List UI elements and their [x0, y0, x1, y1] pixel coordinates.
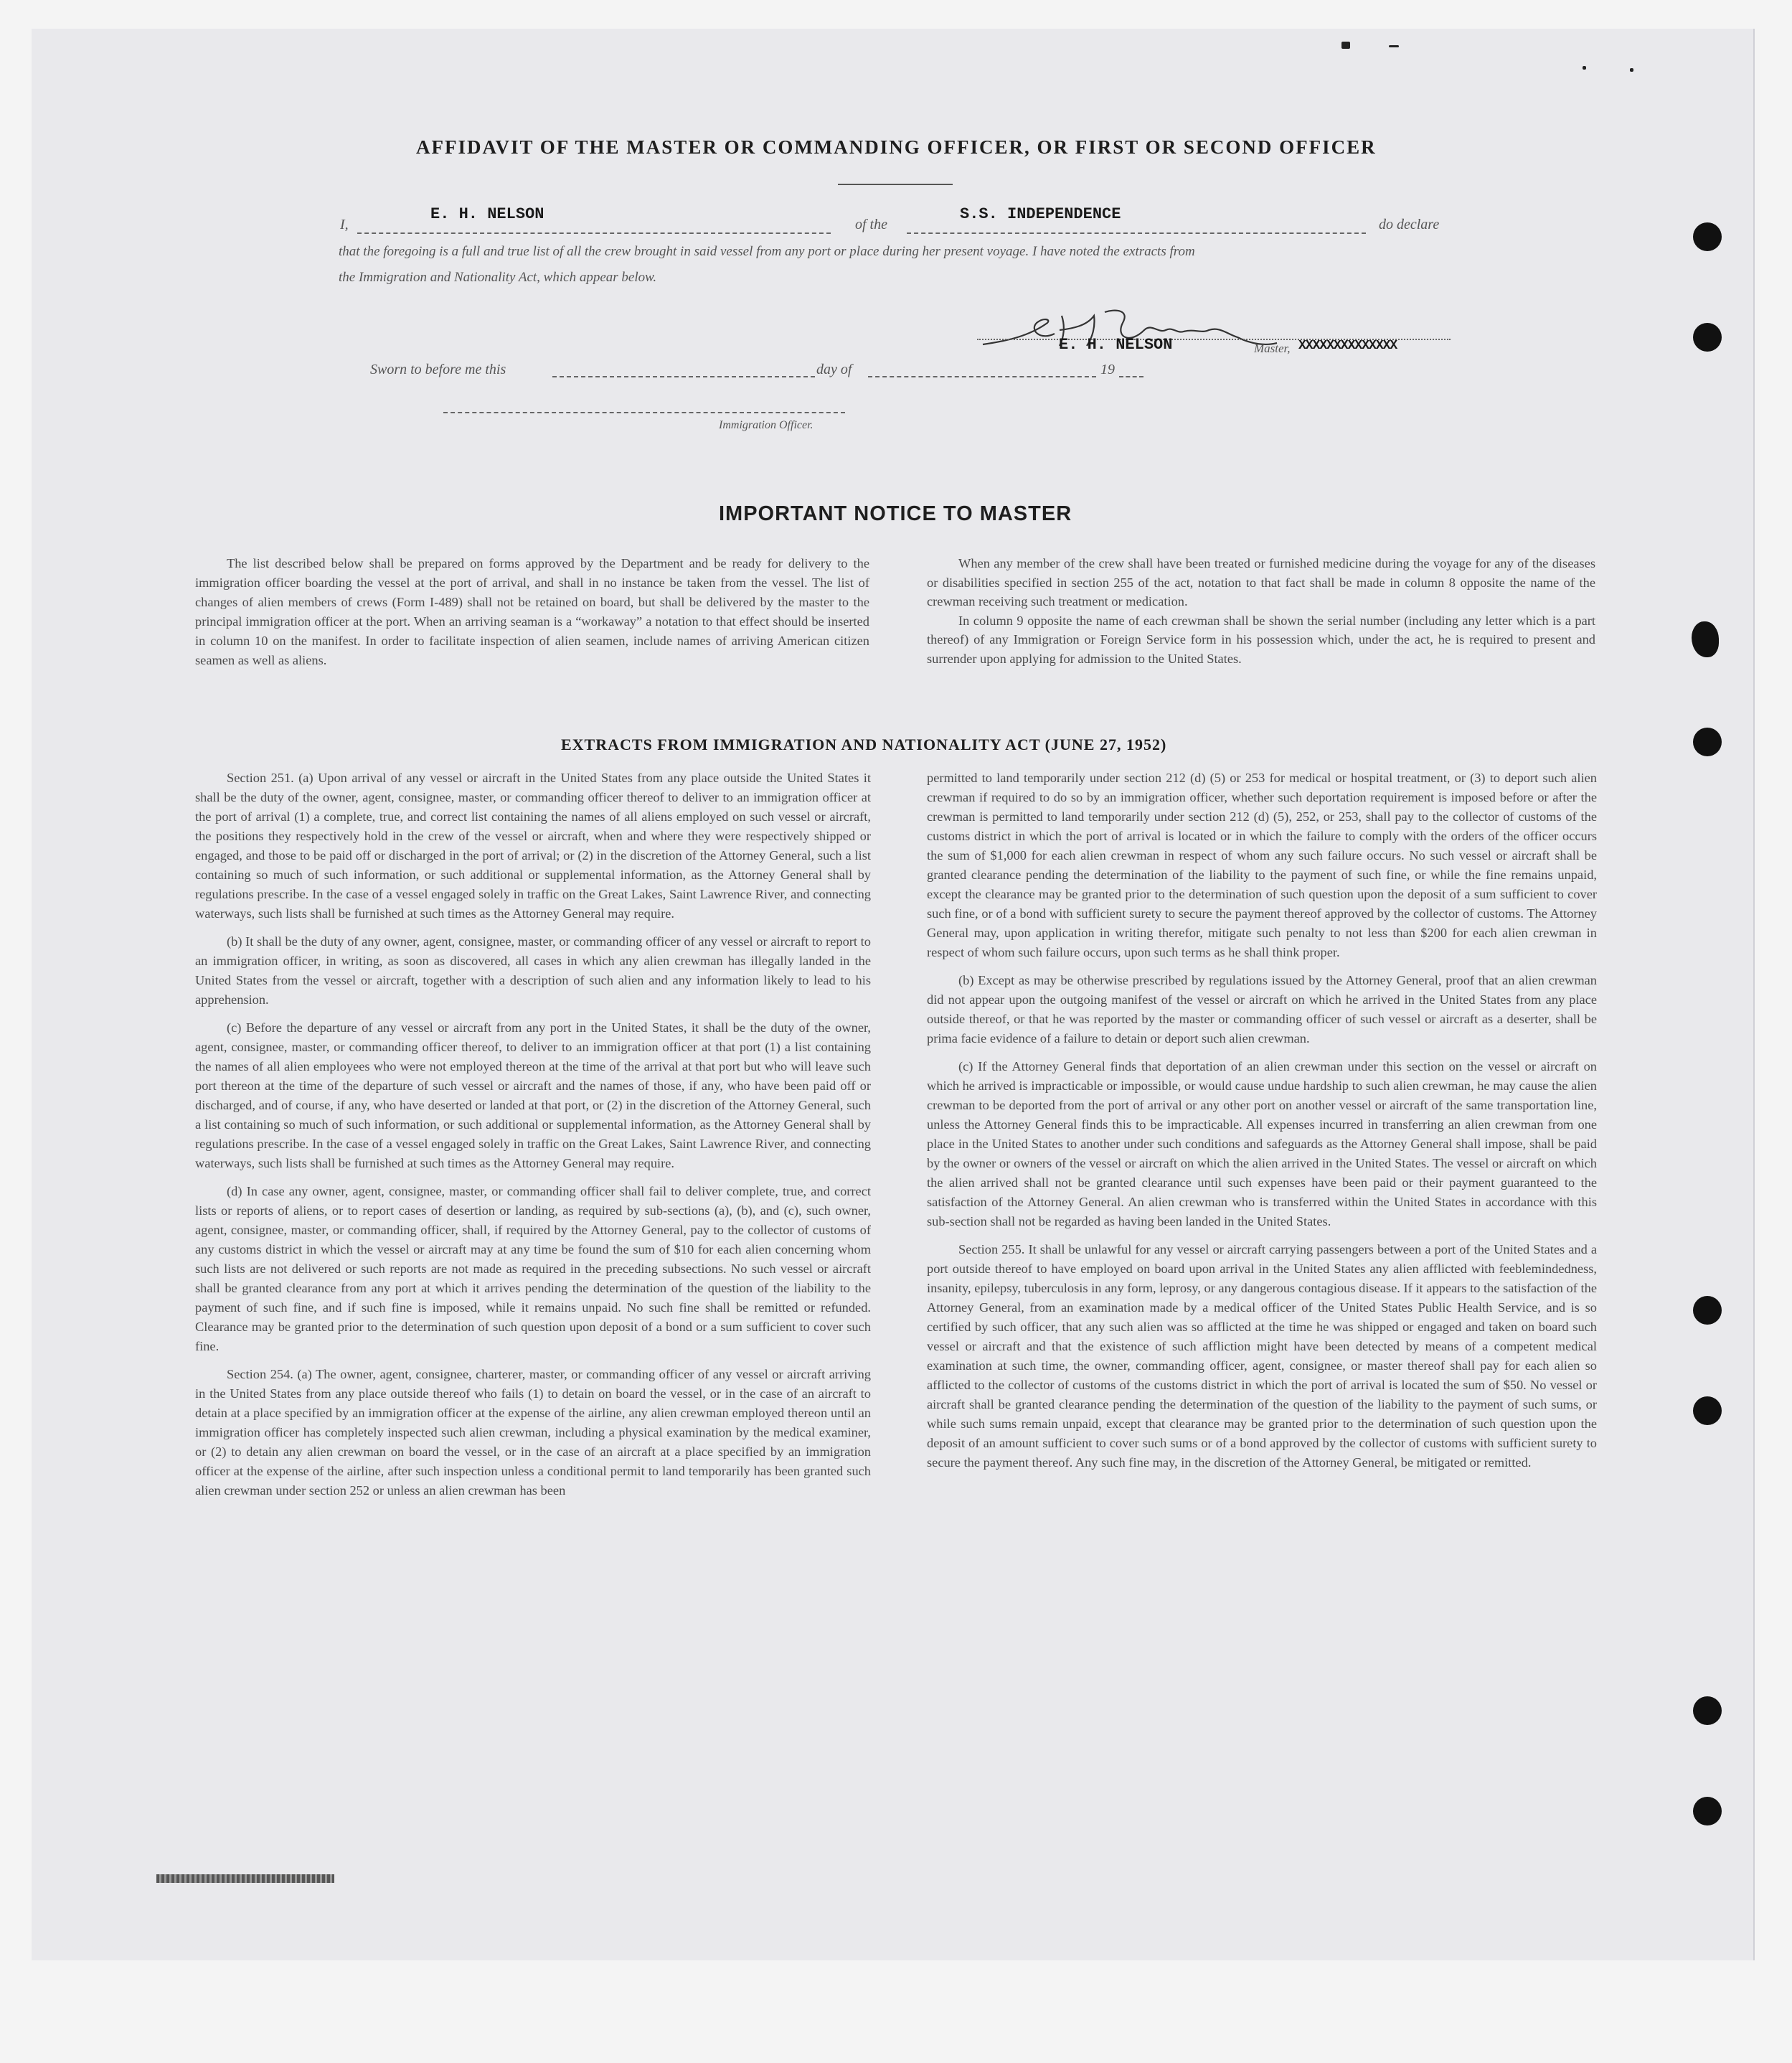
punch-hole [1693, 1696, 1722, 1725]
punch-hole [1693, 222, 1722, 251]
do-declare-label: do declare [1379, 217, 1440, 232]
vessel-line [907, 232, 1366, 234]
notice-left-column [195, 554, 869, 670]
master-name-typed: E. H. NELSON [430, 205, 544, 223]
statute-paragraph: (c) If the Attorney General finds that deportation of an alien crewman under this section on the vessel or aircraft on which he arrived is impracticable or impossible, or would cause undue hardship to such alien crewman, he may cause the alien crewman to be deported from the port of arrival or any other port on another vessel or aircraft of the same transportation line, unless the Attorney General finds this to be impracticable. All expenses incurred in transferring an alien crewman from one place in the United States to another under such conditions and safeguards as the Attorney General shall impose, shall be paid by the owner or owners of the vessel or aircraft on which the alien arrived in the United States. The vessel or aircraft on which the alien arrived shall not be granted clearance until such expenses have been paid or their payment guaranteed to the satisfaction of the Attorney General. An alien crewman who is transferred within the United States in accordance with this sub-section shall not be regarded as having been landed in the United States. [927, 1059, 1597, 1228]
officer-label: Immigration Officer. [719, 419, 814, 431]
statute-paragraph: permitted to land temporarily under section 212 (d) (5) or 253 for medical or hospital treatment, or (3) to deport such alien crewman if required to do so by an immigration officer, whether such deportation requirement is imposed before or after the crewman is permitted to land temporarily under section 212 (d) (5), 252, or 253, shall pay to the collector of customs of the customs district in which the port of arrival is located or in which the failure to comply with the orders of the officer occurs the sum of $1,000 for each alien crewman in respect of whom any such failure occurs. No such vessel or aircraft shall be granted clearance pending the determination of the liability to the payment of such fine, or while the fine remains unpaid, except the clearance may be granted prior to the determination of such question upon the deposit of a sum sufficient to cover such fine, or of a bond with sufficient surety to secure the payment thereof approved by the collector of customs. The Attorney General may, upon application in writing therefor, mitigate such penalty to not less than $200 for each alien crewman in respect of whom such failure occurs, upon such terms as he shall think proper. [927, 771, 1597, 959]
punch-hole [1693, 1296, 1722, 1325]
punch-hole [1693, 728, 1722, 756]
vessel-name-typed: S.S. INDEPENDENCE [960, 205, 1121, 223]
punch-hole [1693, 323, 1722, 352]
scan-speck [1630, 68, 1633, 72]
sworn-day-line [552, 376, 815, 377]
signature-typed-name: E. H. NELSON [1059, 336, 1173, 354]
year-label: 19 [1100, 362, 1115, 377]
officer-signature-line [443, 412, 845, 413]
statute-paragraph: Section 254. (a) The owner, agent, consignee, charterer, master, or commanding officer of any vessel or aircraft arriving in the United States from any place outside thereof who fails (1) to detain on board the vessel, or in the case of an aircraft to detain at a place specified by an immigration officer at the expense of the airline, any alien crewman employed thereon until an immigration officer has completely inspected such alien crewman, including a physical examination by the medical examiner, or (2) to detain any alien crewman on board the vessel, or in the case of an aircraft at a place specified by an immigration officer at the expense of the airline, after such inspection unless a conditional permit to land temporarily has been granted such alien crewman under section 252 or unless an alien crewman has been [195, 1367, 871, 1498]
i-label: I, [340, 217, 349, 232]
of-the-label: of the [855, 217, 887, 232]
statute-paragraph: (b) It shall be the duty of any owner, agent, consignee, master, or commanding officer of any vessel or aircraft to report to an immigration officer, in writing, as soon as discovered, all cases in which any alien crewman has illegally landed in the United States from the vessel or aircraft, together with a description of such alien and any information likely to lead to his apprehension. [195, 934, 871, 1007]
notice-paragraph: When any member of the crew shall have been treated or furnished medicine during the voyage for any of the diseases or disabilities specified in section 255 of the act, notation to that fact shall be made in column 8 opposite the name of the crewman receiving such treatment or medication. [927, 556, 1595, 609]
statute-paragraph: (c) Before the departure of any vessel or aircraft from any port in the United States, it shall be the duty of the owner, agent, consignee, master, or commanding officer thereof, to deliver to an immigration officer at that port (1) a list containing the names of all alien employees who were not employed thereon at the time of the arrival at that port but who will leave such port thereon at the time of the departure of such vessel or aircraft and the names of those, if any, who have been paid off or discharged, and of course, if any, who have deserted or landed at that port, or (2) in the discretion of the Attorney General, such a list containing so much of such information, or such additional or supplemental information, as the Attorney General shall by regulations prescribe. In the case of a vessel engaged solely in traffic on the Great Lakes, Saint Lawrence River, and connecting waterways, such lists shall be furnished at such times as the Attorney General may require. [195, 1020, 871, 1170]
notice-paragraph: The list described below shall be prepared on forms approved by the Department and be ready for delivery to the immigration officer boarding the vessel at the port of arrival, and shall in no instance be taken from the vessel. The list of changes of alien members of crews (Form I-489) shall not be retained on board, but shall be delivered by the master to the principal immigration officer at the port. When an arriving seaman is a “workaway” a notation to that effect should be inserted in column 10 on the manifest. In order to facilitate inspection of alien seamen, include names of arriving American citizen seamen as well as aliens. [195, 556, 869, 667]
struck-title: XXXXXXXXXXXXXX [1298, 339, 1397, 353]
punch-hole [1693, 1797, 1722, 1825]
extracts-title: EXTRACTS FROM IMMIGRATION AND NATIONALITY ACT (JUNE 27, 1952) [561, 736, 1167, 753]
punch-hole [1693, 1396, 1722, 1425]
scan-speck [1341, 42, 1350, 49]
scan-stamp-mark [156, 1874, 334, 1883]
title-divider [838, 184, 953, 185]
statute-paragraph: Section 255. It shall be unlawful for any vessel or aircraft carrying passengers between a port of the United States and a port outside thereof to have employed on board upon arrival in the United States any alien afflicted with feeblemindedness, insanity, epilepsy, tuberculosis in any form, leprosy, or any dangerous contagious disease. If it appears to the satisfaction of the Attorney General, from an examination made by a medical officer of the United States Public Health Service, and is so certified by such officer, that any such alien was so afflicted at the time he was shipped or engaged and taken on board such vessel or aircraft and that the existence of such affliction might have been detected by means of a competent medical examination at such time, the owner, commanding officer, agent, consignee, or master thereof shall pay for each alien so afflicted to the collector of customs of the customs district in which the port of arrival is located the sum of $50. No vessel or aircraft shall be granted clearance pending the determination of the question of the liability to the payment of such sums, or while such sums remain unpaid, except that clearance may be granted prior to the determination of such question upon the deposit of an amount sufficient to cover such sums or of a bond approved by the collector of customs with sufficient surety to secure the payment thereof. Any such fine may, in the discretion of the Attorney General, be mitigated or remitted. [927, 1242, 1597, 1470]
notice-title: IMPORTANT NOTICE TO MASTER [719, 502, 1072, 525]
statute-paragraph: Section 251. (a) Upon arrival of any vessel or aircraft in the United States from any place outside the United States it shall be the duty of the owner, agent, consignee, master, or commanding officer thereof to deliver to an immigration officer at the port of arrival (1) a complete, true, and correct list containing the names of all aliens employed on such vessel or aircraft, the positions they respectively hold in the crew of the vessel or aircraft, when and where they were respectively shipped or engaged, and those to be paid off or discharged in the port of arrival; or (2) in the discretion of the Attorney General, such a list containing so much of such information, or such additional or supplemental information, as the Attorney General shall by regulations prescribe. In the case of a vessel engaged solely in traffic on the Great Lakes, Saint Lawrence River, and connecting waterways, such lists shall be furnished at such times as the Attorney General may require. [195, 771, 871, 921]
statute-paragraph: (b) Except as may be otherwise prescribed by regulations issued by the Attorney General, proof that an alien crewman did not appear upon the outgoing manifest of the vessel or aircraft on which he arrived in the United States from any place outside thereof, or that he was reported by the master or commanding officer of such vessel or aircraft as a deserter, shall be prima facie evidence of a failure to detain or deport such alien crewman. [927, 973, 1597, 1045]
declaration-line-1: that the foregoing is a full and true list of all the crew brought in said vessel from any port or place during her present voyage. I have noted the extracts from [339, 244, 1195, 259]
extracts-left-column [195, 769, 871, 1500]
master-label: Master, [1254, 342, 1291, 355]
name-line [357, 232, 831, 234]
day-of-label: day of [816, 362, 852, 377]
sworn-month-line [868, 376, 1096, 377]
statute-paragraph: (d) In case any owner, agent, consignee, master, or commanding officer shall fail to deliver complete, true, and correct lists or reports of aliens, or to report cases of desertion or landing, as required by sub-sections (a), (b), and (c), such owner, agent, consignee, master, or commanding officer, shall, if required by the Attorney General, pay to the collector of customs of any customs district in which the vessel or aircraft may at any time be found the sum of $10 for each alien concerning whom such lists are not delivered or such reports are not made as required in the preceding subsections. No such vessel or aircraft shall be granted clearance from any port at which it arrives pending the determination of the question of the liability to the payment of such fine, and if such fine is imposed, while it remains unpaid. No such fine shall be remitted or refunded. Clearance may be granted prior to the determination of such question upon deposit of a bond or a sum sufficient to cover such fine. [195, 1184, 871, 1353]
notice-right-column [927, 554, 1595, 669]
extracts-right-column [927, 769, 1597, 1472]
affidavit-title: AFFIDAVIT OF THE MASTER OR COMMANDING OFFICER, OR FIRST OR SECOND OFFICER [416, 136, 1377, 158]
notice-paragraph: In column 9 opposite the name of each crewman shall be shown the serial number (including any letter which is a part thereof) of any Immigration or Foreign Service form in his possession which, under the act, he is required to present and surrender upon applying for admission to the United States. [927, 613, 1595, 666]
sworn-year-line [1119, 376, 1143, 377]
scan-speck [1389, 45, 1399, 47]
punch-hole [1692, 621, 1719, 657]
declaration-line-2: the Immigration and Nationality Act, which appear below. [339, 270, 657, 285]
sworn-label: Sworn to before me this [370, 362, 506, 377]
scan-speck [1583, 66, 1586, 70]
